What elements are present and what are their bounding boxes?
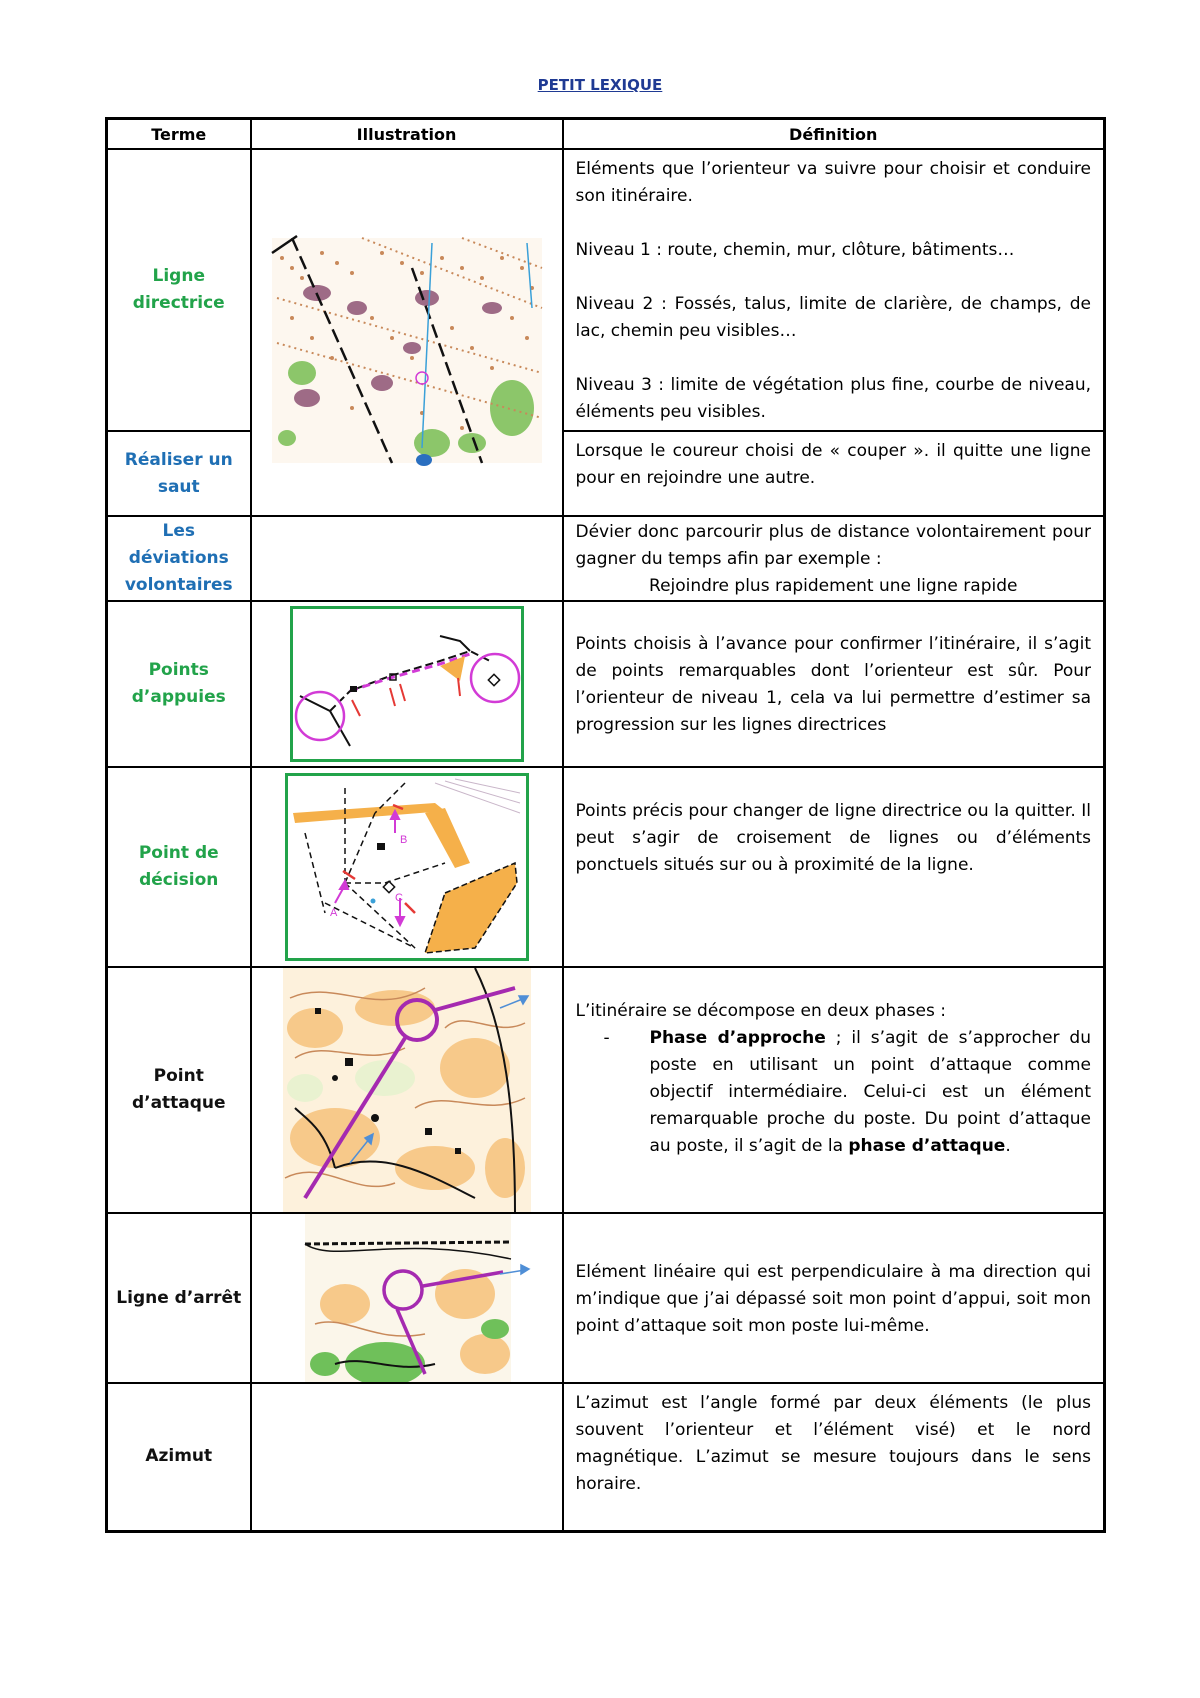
- point-decision-illustration: [285, 773, 529, 961]
- phase-attaque-label: phase d’attaque: [848, 1136, 1006, 1156]
- definition-text: Dévier donc parcourir plus de distance volontairement pour gagner du temps afin par exemple :: [575, 522, 1091, 569]
- definition-text: Points précis pour changer de ligne directrice ou la quitter. Il peut s’agir de croisement de lignes ou d’éléments ponctuels situés sur ou à proximité de la ligne.: [575, 801, 1091, 875]
- illustration-empty: [251, 516, 563, 601]
- label-b: B: [399, 834, 407, 846]
- term-ligne-directrice: Ligne directrice: [107, 149, 251, 431]
- term-point-de-decision: Point de décision: [107, 767, 251, 967]
- definition-text: Niveau 2 : Fossés, talus, limite de clarière, de champs, de lac, chemin peu visibles…: [575, 294, 1091, 341]
- definition-text: Elément linéaire qui est perpendiculaire à ma direction qui m’indique que j’ai dépassé soit mon point d’appui, soit mon point d’attaque soit mon poste lui-même.: [575, 1261, 1091, 1336]
- term-points-appuies: Points d’appuies: [107, 601, 251, 767]
- term-azimut: Azimut: [107, 1383, 251, 1531]
- phase-end-punct: .: [1005, 1136, 1011, 1156]
- definition-text: Niveau 3 : limite de végétation plus fine, courbe de niveau, éléments peu visibles.: [575, 375, 1091, 422]
- phase-approche-label: Phase d’approche: [649, 1028, 826, 1048]
- label-a: A: [329, 907, 337, 919]
- illustration-empty: [251, 1383, 563, 1531]
- orienteering-map-illustration: [262, 198, 552, 468]
- definition-text: Niveau 1 : route, chemin, mur, clôture, bâtiments…: [575, 240, 1015, 260]
- header-term: Terme: [107, 119, 251, 150]
- label-c: C: [394, 892, 403, 904]
- ligne-arret-illustration: [275, 1214, 539, 1382]
- page-title: PETIT LEXIQUE: [537, 76, 663, 94]
- term-point-attaque: Point d’attaque: [107, 967, 251, 1213]
- table-row: [107, 149, 1105, 431]
- table-row: [107, 767, 1105, 967]
- illustration-cell: [251, 149, 563, 516]
- definition-text: L’azimut est l’angle formé par deux éléments (le plus souvent l’orienteur et l’élément visé) et le nord magnétique. L’azimut se mesure toujours dans le sens horaire.: [575, 1393, 1091, 1494]
- term-realiser-un-saut: Réaliser un saut: [107, 431, 251, 516]
- definition-text: Points choisis à l’avance pour confirmer l’itinéraire, il s’agit de points remarquables dont l’orienteur est sûr. Pour l’orienteur de niveau 1, cela va lui permettre d’estimer sa progression sur les lignes directrices: [575, 634, 1091, 735]
- points-appui-illustration: [290, 606, 524, 762]
- definition-azimut: [563, 1383, 1105, 1531]
- definition-text: Eléments que l’orienteur va suivre pour choisir et conduire son itinéraire.: [575, 159, 1091, 206]
- definition-intro: L’itinéraire se décompose en deux phases :: [575, 1001, 946, 1021]
- illustration-cell: [251, 767, 563, 967]
- table-header-row: [107, 119, 1105, 150]
- definition-ligne-directrice: [563, 149, 1105, 431]
- definition-point-attaque: [563, 967, 1105, 1213]
- table-row: [107, 1213, 1105, 1383]
- illustration-cell: [251, 967, 563, 1213]
- term-deviations-volontaires: Les déviations volontaires: [107, 516, 251, 601]
- lexicon-table: [105, 117, 1106, 1533]
- list-item: [576, 1025, 1092, 1160]
- table-row: [107, 967, 1105, 1213]
- table-row: [107, 601, 1105, 767]
- phase-list: [576, 1025, 1092, 1160]
- header-illustration: Illustration: [251, 119, 563, 150]
- definition-points-appuies: [563, 601, 1105, 767]
- header-definition: Définition: [563, 119, 1105, 150]
- definition-text: Rejoindre plus rapidement une ligne rapide: [649, 576, 1018, 596]
- definition-deviations-volontaires: [563, 516, 1105, 601]
- definition-point-de-decision: [563, 767, 1105, 967]
- definition-text: Lorsque le coureur choisi de « couper ». il quitte une ligne pour en rejoindre une autre.: [575, 441, 1091, 488]
- term-ligne-arret: Ligne d’arrêt: [107, 1213, 251, 1383]
- illustration-cell: [251, 1213, 563, 1383]
- phase-approche-text: ; il s’agit de s’approcher du poste en utilisant un point d’attaque comme objectif intermédiaire. Celui-ci est un élément remarquable proche du poste. Du point d’attaque au poste, il s’agit de la: [649, 1028, 1091, 1156]
- definition-ligne-arret: [563, 1213, 1105, 1383]
- illustration-cell: [251, 601, 563, 767]
- definition-realiser-un-saut: [563, 431, 1105, 516]
- point-attaque-illustration: [275, 968, 539, 1212]
- table-row: [107, 1383, 1105, 1531]
- table-row: [107, 516, 1105, 601]
